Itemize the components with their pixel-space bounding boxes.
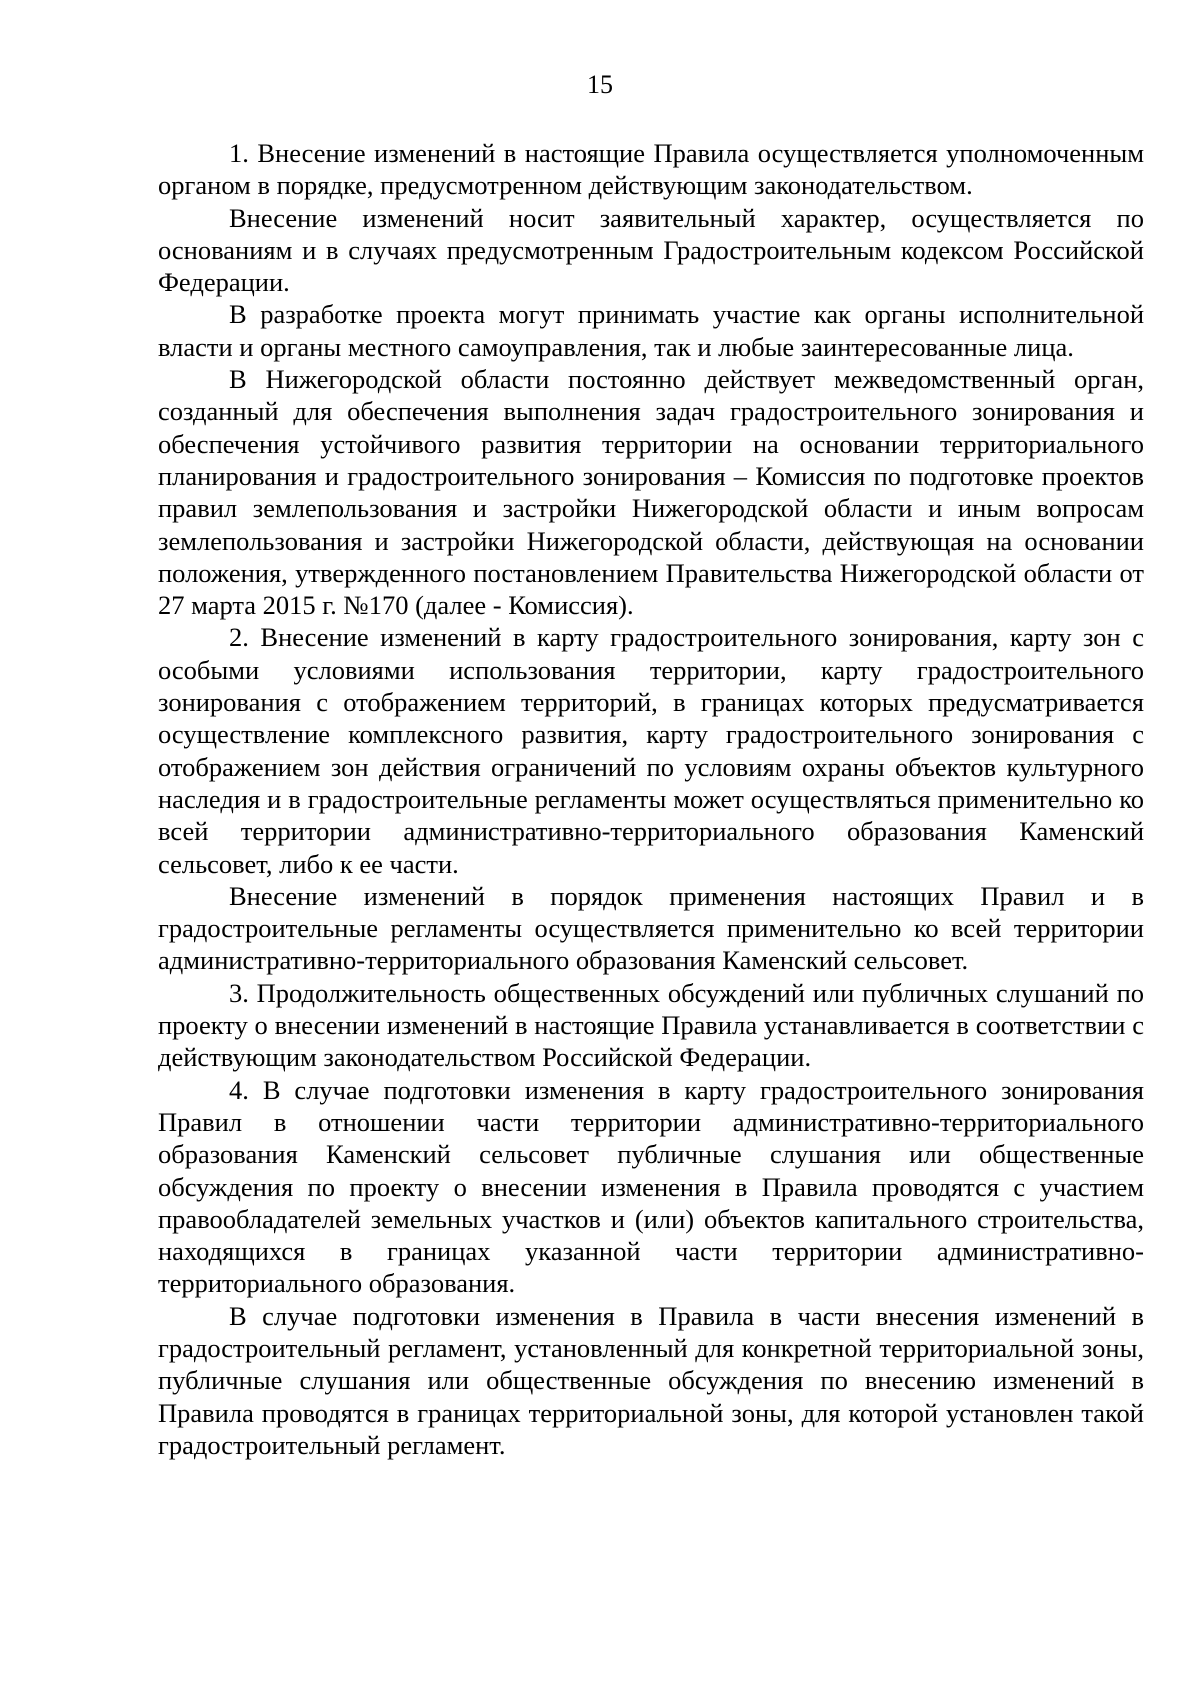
paragraph-procedure-amendments: Внесение изменений в порядок применения настоящих Правил и в градостроительные регламенты осуществляется применительно ко всей территории административно-территориального образования Каменский сельсовет. — [158, 880, 1144, 976]
paragraph-3-hearing-duration: 3. Продолжительность общественных обсуждений или публичных слушаний по проекту о внесении изменений в настоящие Правила устанавливается в соответствии с действующим законодательством Российской Федерации. — [158, 977, 1144, 1073]
paragraph-declarative-nature: Внесение изменений носит заявительный характер, осуществляется по основаниям и в случаях предусмотренным Градостроительным кодексом Российской Федерации. — [158, 202, 1144, 298]
document-body — [158, 137, 1144, 1461]
paragraph-2-map-amendments: 2. Внесение изменений в карту градостроительного зонирования, карту зон с особыми условиями использования территории, карту градостроительного зонирования с отображением территорий, в границах которых предусматривается осуществление комплексного развития, карту градостроительного зонирования с отображением зон действия ограничений по условиям охраны объектов культурного наследия и в градостроительные регламенты может осуществляться применительно ко всей территории административно-территориального образования Каменский сельсовет, либо к ее части. — [158, 622, 1144, 879]
paragraph-4-partial-territory-hearings: 4. В случае подготовки изменения в карту градостроительного зонирования Правил в отношении части территории административно-территориального образования Каменский сельсовет публичные слушания или общественные обсуждения по проекту о внесении изменения в Правила проводятся с участием правообладателей земельных участков и (или) объектов капитального строительства, находящихся в границах указанной части территории административно-территориального образования. — [158, 1074, 1144, 1299]
paragraph-project-participants: В разработке проекта могут принимать участие как органы исполнительной власти и органы местного самоуправления, так и любые заинтересованные лица. — [158, 299, 1144, 362]
paragraph-1-amendment-authority: 1. Внесение изменений в настоящие Правила осуществляется уполномоченным органом в порядке, предусмотренном действующим законодательством. — [158, 138, 1144, 201]
page-number: 15 — [587, 70, 613, 99]
paragraph-zone-regulation-hearings: В случае подготовки изменения в Правила в части внесения изменений в градостроительный регламент, установленный для конкретной территориальной зоны, публичные слушания или общественные обсуждения по внесению изменений в Правила проводятся в границах территориальной зоны, для которой установлен такой градостроительный регламент. — [158, 1300, 1144, 1460]
paragraph-commission: В Нижегородской области постоянно действует межведомственный орган, созданный для обеспечения выполнения задач градостроительного зонирования и обеспечения устойчивого развития территории на основании территориального планирования и градостроительного зонирования – Комиссия по подготовке проектов правил землепользования и застройки Нижегородской области и иным вопросам землепользования и застройки Нижегородской области, действующая на основании положения, утвержденного постановлением Правительства Нижегородской области от 27 марта 2015 г. №170 (далее - Комиссия). — [158, 364, 1144, 621]
